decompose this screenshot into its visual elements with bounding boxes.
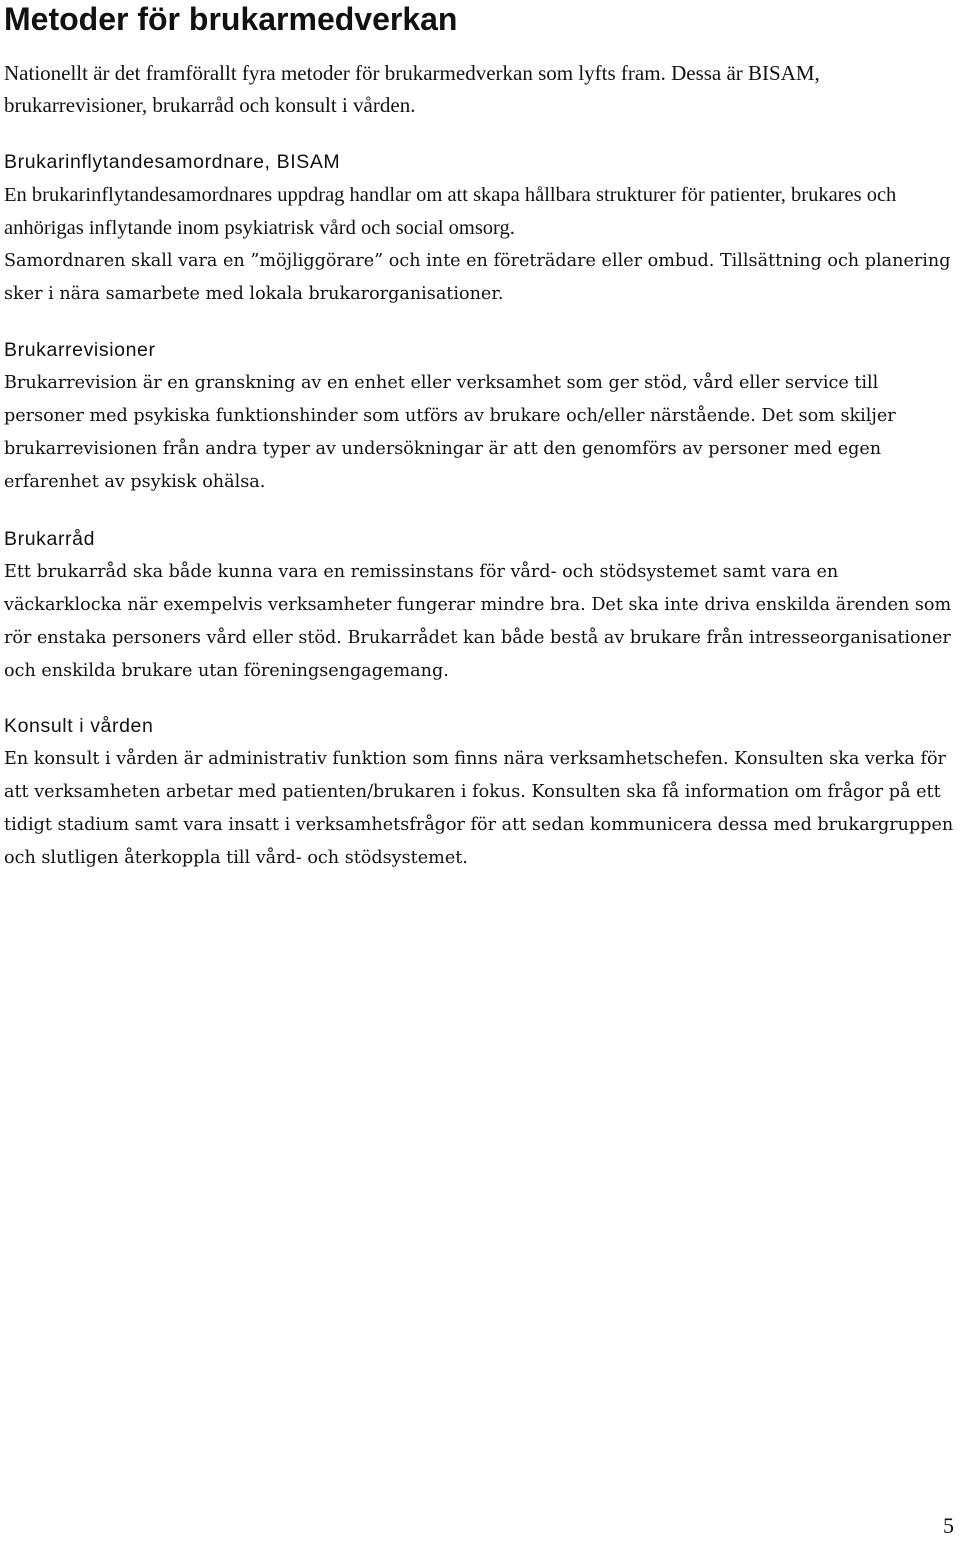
section-brukarrevisioner: [4, 335, 956, 499]
bisam-paragraph: En brukarinflytandesamordnares uppdrag handlar om att skapa hållbara strukturer för patienter, brukares och anhörigas inflytande inom psykiatrisk vård och social omsorg.: [4, 184, 897, 239]
section-heading-bisam: Brukarinflytandesamordnare, BISAM: [4, 151, 341, 173]
page-title: Metoder för brukarmedverkan: [4, 1, 458, 37]
section-konsult-i-varden: [4, 711, 956, 875]
section-bisam: [4, 147, 956, 311]
bisam-paragraph-continued: Samordnaren skall vara en ”möjliggörare” och inte en företrädare eller ombud. Tillsättning och planering sker i nära samarbete med lokala brukarorganisationer.: [4, 251, 951, 304]
brukarrad-paragraph: Ett brukarråd ska både kunna vara en remissinstans för vård- och stödsystemet samt vara en väckarklocka när exempelvis verksamheter fungerar mindre bra. Det ska inte driva enskilda ärenden som rör enstaka personers vård eller stöd. Brukarrådet kan både bestå av brukare från intresseorganisationer och enskilda brukare utan föreningsengagemang.: [4, 562, 952, 681]
brukarrevisioner-paragraph: Brukarrevision är en granskning av en enhet eller verksamhet som ger stöd, vård eller service till personer med psykiska funktionshinder som utförs av brukare och/eller närstående. Det som skiljer brukarrevisionen från andra typer av undersökningar är att den genomförs av personer med egen erfarenhet av psykisk ohälsa.: [4, 373, 896, 492]
intro-paragraph: Nationellt är det framförallt fyra metoder för brukarmedverkan som lyfts fram. Dessa är BISAM, brukarrevisioner, brukarråd och konsult i vården.: [4, 61, 820, 117]
section-heading-brukarrevisioner: Brukarrevisioner: [4, 339, 156, 361]
section-brukarrad: [4, 524, 956, 688]
section-heading-konsult-i-varden: Konsult i vården: [4, 715, 154, 737]
konsult-paragraph: En konsult i vården är administrativ funktion som finns nära verksamhetschefen. Konsulten ska verka för att verksamheten arbetar med patienten/brukaren i fokus. Konsulten ska få information om frågor på ett tidigt stadium samt vara insatt i verksamhetsfrågor för att sedan kommunicera dessa med brukargruppen och slutligen återkoppla till vård- och stödsystemet.: [4, 749, 954, 868]
section-heading-brukarrad: Brukarråd: [4, 528, 96, 550]
page-number: 5: [943, 1513, 954, 1538]
